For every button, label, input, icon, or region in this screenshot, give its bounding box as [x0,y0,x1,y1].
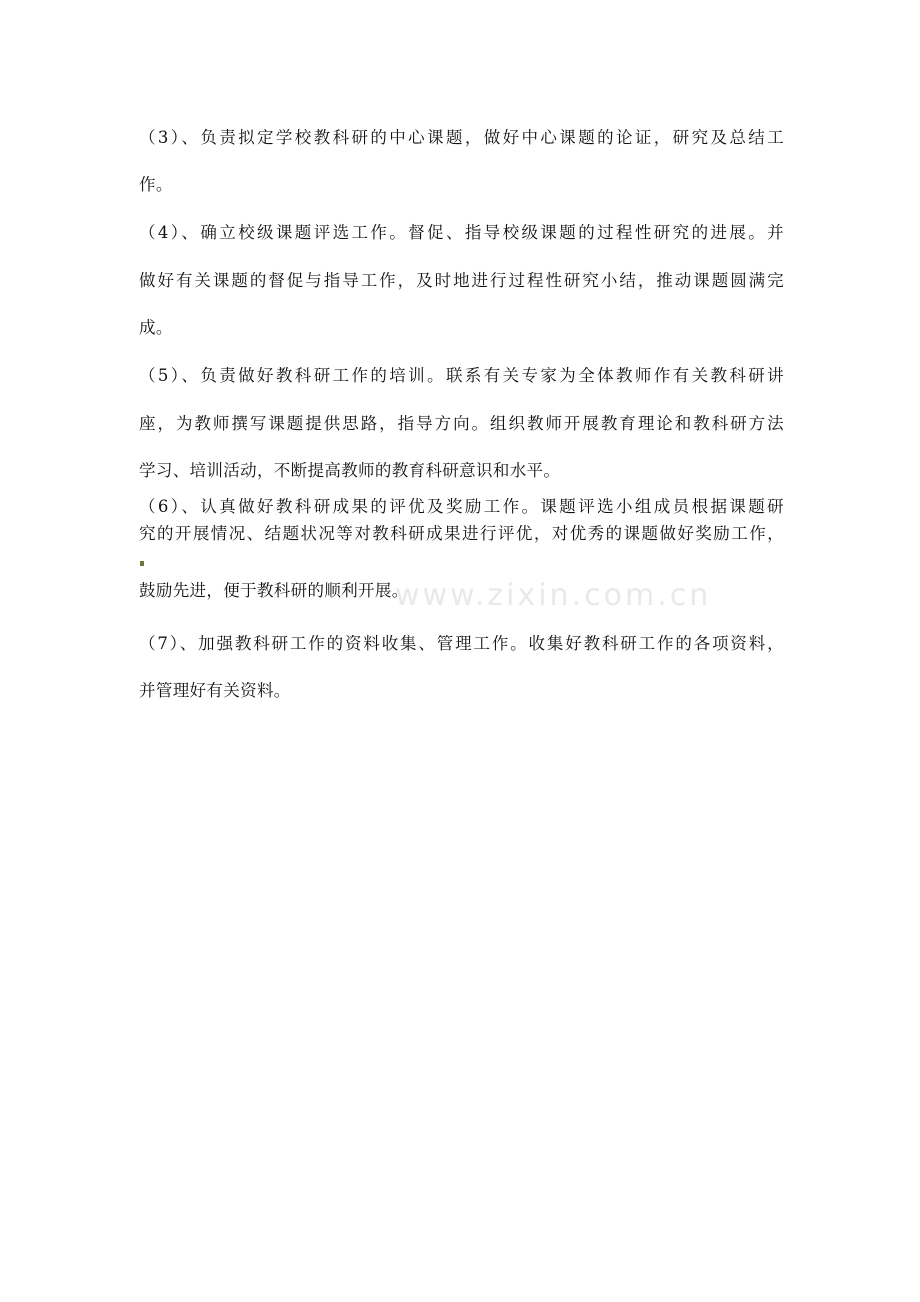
inline-marker [140,561,144,566]
paragraph-5-line-1: （5）、负责做好教科研工作的培训。联系有关专家为全体教师作有关教科研讲 [139,366,784,385]
paragraph-5-line-2: 座，为教师撰写课题提供思路，指导方向。组织教师开展教育理论和教科研方法 [139,414,784,433]
paragraph-5-line-3: 学习、培训活动，不断提高教师的教育科研意识和水平。 [139,461,561,480]
paragraph-4-line-1: （4）、确立校级课题评选工作。督促、指导校级课题的过程性研究的进展。并 [139,223,784,242]
watermark: www.zixin.com.cn [395,578,712,613]
paragraph-7-line-2: 并管理好有关资料。 [139,681,291,700]
paragraph-4-line-2: 做好有关课题的督促与指导工作，及时地进行过程性研究小结，推动课题圆满完 [139,271,784,290]
paragraph-4-line-3: 成。 [139,318,173,337]
paragraph-3-line-2: 作。 [139,175,173,194]
paragraph-7-line-1: （7）、加强教科研工作的资料收集、管理工作。收集好教科研工作的各项资料， [139,634,784,653]
paragraph-6-line-2: 究的开展情况、结题状况等对教科研成果进行评优，对优秀的课题做好奖励工作， [139,524,784,543]
paragraph-3-line-1: （3）、负责拟定学校教科研的中心课题，做好中心课题的论证，研究及总结工 [139,128,784,147]
paragraph-6-line-3: 鼓励先进，便于教科研的顺利开展。 [139,581,409,600]
paragraph-6-line-1: （6）、认真做好教科研成果的评优及奖励工作。课题评选小组成员根据课题研 [139,497,784,516]
